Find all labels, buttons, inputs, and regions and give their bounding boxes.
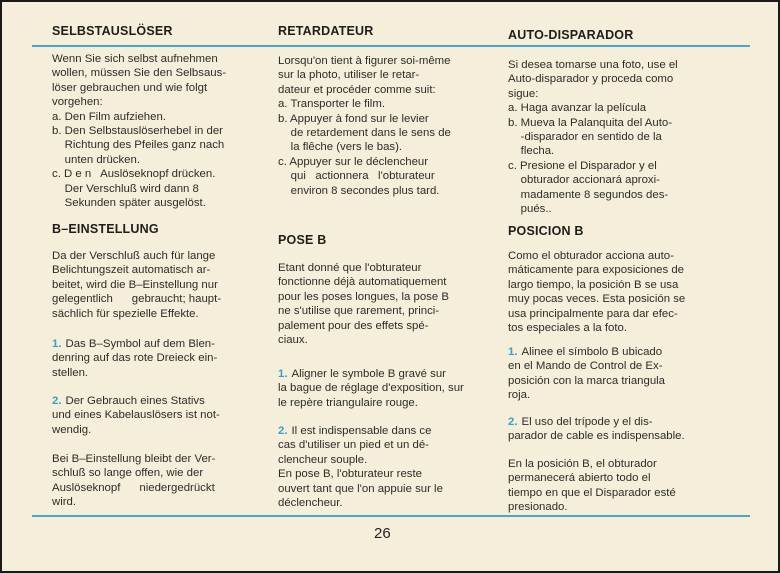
text-line: de retardement dans le sens de xyxy=(278,126,451,139)
text-line: En pose B, l'obturateur reste xyxy=(278,468,423,481)
manual-page xyxy=(2,2,778,571)
text-line: fonctionne déjà automatiquement xyxy=(278,276,447,289)
text-line: máticamente para exposiciones de xyxy=(508,264,685,277)
text-line: wendig. xyxy=(52,423,92,436)
german-paragraph-1 xyxy=(52,52,264,210)
text-line: ouvert tant que l'on appuie sur le xyxy=(278,482,443,495)
text-line: schluß so lange offen, wie der xyxy=(52,467,204,480)
text-line: 1. Das B–Symbol auf dem Blen- xyxy=(52,338,215,350)
text-line: ne s'utilise que rarement, princi- xyxy=(278,305,440,318)
german-heading-selbstausloser: SELBSTAUSLÖSER xyxy=(52,24,173,38)
text-line: déclencheur. xyxy=(278,496,343,509)
french-step-1 xyxy=(278,367,492,410)
text-line: a. Haga avanzar la película xyxy=(508,102,647,115)
text-line: presionado. xyxy=(508,501,568,514)
german-heading-b-einstellung: B–EINSTELLUNG xyxy=(52,222,159,236)
text-line: Wenn Sie sich selbst aufnehmen xyxy=(52,53,218,65)
text-line: denring auf das rote Dreieck ein- xyxy=(52,352,218,365)
text-line: unten drücken. xyxy=(52,153,141,166)
text-line: Lorsqu'on tient à figurer soi-même xyxy=(278,55,451,67)
text-line: dateur et procéder comme suit: xyxy=(278,83,436,96)
text-line: pour les poses longues, la pose B xyxy=(278,290,449,303)
text-line: Bei B–Einstellung bleibt der Ver- xyxy=(52,453,216,465)
german-paragraph-2 xyxy=(52,249,264,321)
step-number: 1. xyxy=(508,346,518,358)
bottom-rule xyxy=(32,515,750,517)
french-step-2 xyxy=(278,424,492,510)
text-line: en el Mando de Control de Ex- xyxy=(508,360,663,373)
french-heading-pose-b: POSE B xyxy=(278,233,327,247)
text-line: environ 8 secondes plus tard. xyxy=(278,184,440,197)
page-number: 26 xyxy=(374,525,391,542)
text-line: muy pocas veces. Esta posición se xyxy=(508,293,686,306)
text-line: permanecerá abierto todo el xyxy=(508,472,651,485)
german-step-2 xyxy=(52,394,264,437)
text-line: pués.. xyxy=(508,202,552,215)
text-line: 1. Aligner le symbole B gravé sur xyxy=(278,368,446,380)
text-line: la bague de réglage d'exposition, sur xyxy=(278,382,464,395)
text-line: Der Verschluß wird dann 8 xyxy=(52,182,199,195)
text-line: En la posición B, el obturador xyxy=(508,458,657,470)
text-line: posición con la marca triangula xyxy=(508,374,666,387)
text-line: a. Transporter le film. xyxy=(278,98,385,111)
text-line: Auslöseknopf niedergedrückt xyxy=(52,481,215,494)
text-line: c. Presione el Disparador y el xyxy=(508,159,657,172)
text-line: sigue: xyxy=(508,87,539,100)
text-line: Si desea tomarse una foto, use el xyxy=(508,59,678,71)
spanish-heading-auto-disparador: AUTO-DISPARADOR xyxy=(508,28,634,42)
german-paragraph-5 xyxy=(52,452,264,510)
text-line: parador de cable es indispensable. xyxy=(508,430,685,443)
spanish-paragraph-2 xyxy=(508,249,722,335)
text-line: stellen. xyxy=(52,366,89,379)
top-rule xyxy=(32,45,750,47)
text-line: -disparador en sentido de la xyxy=(508,130,662,143)
text-line: 1. Alinee el símbolo B ubicado xyxy=(508,346,663,358)
spanish-heading-posicion-b: POSICION B xyxy=(508,224,584,238)
text-line: la flêche (vers le bas). xyxy=(278,141,403,154)
text-line: clencheur souple. xyxy=(278,453,368,466)
text-line: Sekunden später ausgelöst. xyxy=(52,196,206,209)
text-line: madamente 8 segundos des- xyxy=(508,188,669,201)
text-line: b. Den Selbstauslöserhebel in der xyxy=(52,124,223,137)
text-line: gelegentlich gebraucht; haupt- xyxy=(52,293,222,306)
text-line: le repère triangulaire rouge. xyxy=(278,396,418,409)
text-line: flecha. xyxy=(508,145,555,158)
text-line: Richtung des Pfeiles ganz nach xyxy=(52,139,225,152)
step-number: 2. xyxy=(52,395,62,407)
text-line: 2. El uso del trípode y el dis- xyxy=(508,416,653,428)
german-step-1 xyxy=(52,337,264,380)
spanish-paragraph-1 xyxy=(508,58,722,216)
text-line: largo tiempo, la posición B se usa xyxy=(508,278,679,291)
text-line: obturador accionará aproxi- xyxy=(508,174,660,187)
text-line: c. Appuyer sur le déclencheur xyxy=(278,155,429,168)
text-line: b. Appuyer à fond sur le levier xyxy=(278,112,429,125)
text-line: b. Mueva la Palanquita del Auto- xyxy=(508,116,673,129)
text-line: usa principalmente para dar efec- xyxy=(508,307,678,320)
text-line: sächlich für spezielle Effekte. xyxy=(52,307,199,320)
text-line: ciaux. xyxy=(278,333,308,346)
text-line: sur la photo, utiliser le retar- xyxy=(278,69,420,82)
text-line: löser gebrauchen und wie folgt xyxy=(52,81,208,94)
text-line: cas d'utiliser un pied et un dé- xyxy=(278,439,429,452)
text-line: Como el obturador acciona auto- xyxy=(508,250,674,262)
spanish-paragraph-5 xyxy=(508,457,722,515)
text-line: a. Den Film aufziehen. xyxy=(52,110,166,123)
text-line: tiempo en que el Disparador esté xyxy=(508,486,676,499)
text-line: qui actionnera l'obturateur xyxy=(278,170,435,183)
text-line: Etant donné que l'obturateur xyxy=(278,262,422,274)
spanish-step-2 xyxy=(508,415,722,444)
text-line: c. D e n Auslöseknopf drücken. xyxy=(52,168,216,181)
text-line: Da der Verschluß auch für lange xyxy=(52,250,216,262)
text-line: roja. xyxy=(508,389,531,402)
french-paragraph-1 xyxy=(278,54,492,198)
text-line: Belichtungszeit automatisch ar- xyxy=(52,264,211,277)
french-paragraph-2 xyxy=(278,261,492,347)
text-line: wird. xyxy=(52,496,77,509)
step-number: 1. xyxy=(52,338,62,350)
text-line: und eines Kabelauslösers ist not- xyxy=(52,409,220,422)
text-line: vorgehen: xyxy=(52,96,103,109)
step-number: 2. xyxy=(508,416,518,428)
text-line: beitet, wird die B–Einstellung nur xyxy=(52,278,218,291)
step-number: 1. xyxy=(278,368,288,380)
text-line: wollen, müssen Sie den Selbsaus- xyxy=(52,67,227,80)
text-line: palement pour des effets spé- xyxy=(278,319,429,332)
text-line: tos especiales a la foto. xyxy=(508,321,628,334)
spanish-step-1 xyxy=(508,345,722,403)
text-line: Auto-disparador y proceda como xyxy=(508,73,674,86)
text-line: 2. Der Gebrauch eines Stativs xyxy=(52,395,205,407)
text-line: 2. Il est indispensable dans ce xyxy=(278,425,432,437)
step-number: 2. xyxy=(278,425,288,437)
french-heading-retardateur: RETARDATEUR xyxy=(278,24,374,38)
